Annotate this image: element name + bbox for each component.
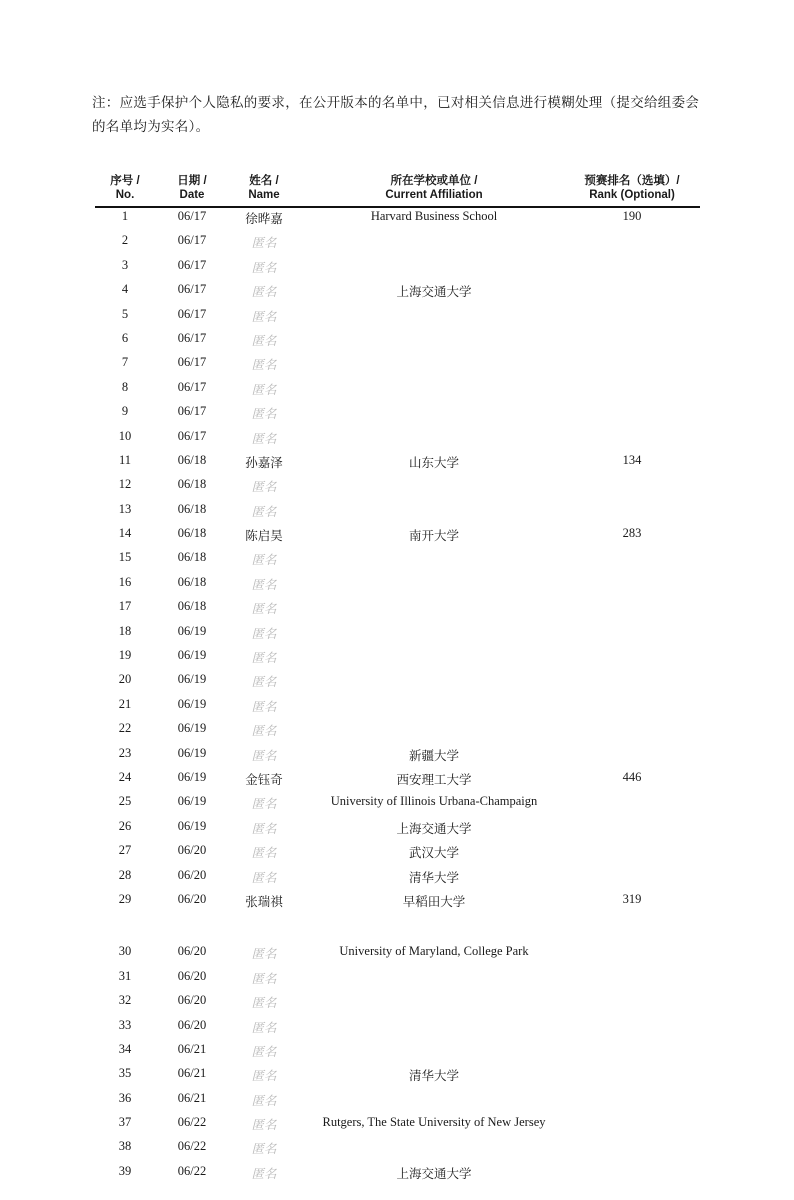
- row-number: 15: [118, 550, 132, 565]
- table-row: [95, 1161, 700, 1185]
- row-name: 孙嘉泽: [245, 455, 283, 470]
- header-no-en: No.: [115, 189, 135, 201]
- table-row: [95, 499, 700, 523]
- table-row: [95, 304, 700, 328]
- row-affiliation: 上海交通大学: [396, 285, 472, 300]
- row-number: 36: [118, 1090, 132, 1105]
- row-number: 10: [118, 428, 132, 443]
- table-header: [95, 172, 700, 208]
- row-affiliation: 上海交通大学: [396, 1166, 472, 1181]
- row-name: 匿名: [251, 504, 277, 519]
- row-date: 06/19: [177, 721, 207, 736]
- header-rank: [565, 174, 699, 202]
- table-row: [95, 840, 700, 864]
- row-name: 匿名: [251, 971, 277, 986]
- row-number: 38: [118, 1139, 132, 1154]
- row-affiliation: 山东大学: [408, 455, 459, 470]
- table-row: [95, 941, 700, 965]
- row-number: 34: [118, 1041, 132, 1056]
- row-number: 19: [118, 648, 132, 663]
- row-name: 匿名: [251, 699, 277, 714]
- row-name: 匿名: [251, 333, 277, 348]
- row-affiliation: University of Maryland, College Park: [339, 944, 529, 959]
- header-affiliation-cn: 所在学校或单位 /: [390, 175, 478, 187]
- row-affiliation: 西安理工大学: [396, 772, 472, 787]
- table-row: [95, 621, 700, 645]
- table-row: [95, 352, 700, 376]
- row-number: 3: [121, 257, 129, 272]
- row-number: 9: [121, 404, 129, 419]
- row-number: 13: [118, 501, 132, 516]
- table-body: [95, 206, 700, 1185]
- row-name: 匿名: [251, 1166, 277, 1181]
- row-affiliation: 武汉大学: [408, 846, 459, 861]
- row-date: 06/17: [177, 428, 207, 443]
- row-number: 29: [118, 891, 132, 906]
- table-row: [95, 1015, 700, 1039]
- row-number: 26: [118, 818, 132, 833]
- table-row: [95, 572, 700, 596]
- table-row: [95, 889, 700, 913]
- table-row: [95, 1088, 700, 1112]
- row-number: 39: [118, 1163, 132, 1178]
- table-row: [95, 596, 700, 620]
- row-name: 匿名: [251, 602, 277, 617]
- row-name: 匿名: [251, 947, 277, 962]
- row-date: 06/20: [177, 968, 207, 983]
- row-name: 匿名: [251, 1069, 277, 1084]
- row-number: 8: [121, 379, 129, 394]
- table-row: [95, 645, 700, 669]
- row-rank: 190: [622, 209, 642, 223]
- table-row: [95, 377, 700, 401]
- table-row: [95, 865, 700, 889]
- row-date: 06/17: [177, 209, 207, 223]
- row-number: 14: [118, 526, 132, 541]
- row-date: 06/18: [177, 550, 207, 565]
- row-number: 28: [118, 867, 132, 882]
- row-affiliation: 南开大学: [408, 529, 459, 544]
- row-number: 23: [118, 745, 132, 760]
- row-date: 06/19: [177, 672, 207, 687]
- row-number: 11: [118, 452, 132, 467]
- row-date: 06/22: [177, 1115, 207, 1130]
- row-name: 匿名: [251, 996, 277, 1011]
- row-affiliation: Rutgers, The State University of New Jersey: [322, 1115, 546, 1130]
- row-affiliation: University of Illinois Urbana-Champaign: [330, 794, 538, 809]
- row-name: 匿名: [251, 382, 277, 397]
- table-row: [95, 279, 700, 303]
- row-number: 21: [118, 696, 132, 711]
- row-date: 06/17: [177, 233, 207, 248]
- table-row: [95, 1136, 700, 1160]
- row-name: 匿名: [251, 748, 277, 763]
- row-number: 4: [121, 282, 129, 297]
- row-number: 25: [118, 794, 132, 809]
- row-name: 匿名: [251, 431, 277, 446]
- table-row: [95, 547, 700, 571]
- row-number: 7: [121, 355, 129, 370]
- row-name: 金钰奇: [245, 772, 283, 787]
- row-number: 37: [118, 1115, 132, 1130]
- row-date: 06/18: [177, 452, 207, 467]
- row-number: 2: [121, 233, 129, 248]
- header-name-en: Name: [248, 189, 280, 201]
- row-rank: 446: [622, 769, 642, 784]
- header-affiliation-en: Current Affiliation: [385, 189, 483, 201]
- row-number: 6: [121, 330, 129, 345]
- row-date: 06/22: [177, 1139, 207, 1154]
- row-name: 匿名: [251, 626, 277, 641]
- table-row: [95, 694, 700, 718]
- header-affiliation: [309, 174, 559, 202]
- row-affiliation: 新疆大学: [408, 748, 459, 763]
- row-name: 匿名: [251, 285, 277, 300]
- row-name: 匿名: [251, 1020, 277, 1035]
- table-row: [95, 523, 700, 547]
- row-name: 匿名: [251, 553, 277, 568]
- row-date: 06/17: [177, 330, 207, 345]
- row-affiliation: 清华大学: [408, 870, 459, 885]
- row-number: 24: [118, 769, 132, 784]
- row-date: 06/17: [177, 306, 207, 321]
- row-date: 06/18: [177, 574, 207, 589]
- header-no: [95, 174, 155, 202]
- table-row: [95, 255, 700, 279]
- row-number: 32: [118, 993, 132, 1008]
- row-date: 06/21: [177, 1041, 207, 1056]
- table-row: [95, 816, 700, 840]
- header-date-en: Date: [179, 189, 205, 201]
- row-date: 06/19: [177, 794, 207, 809]
- row-number: 18: [118, 623, 132, 638]
- table-row: [95, 450, 700, 474]
- table-row: [95, 1112, 700, 1136]
- header-date-cn: 日期 /: [177, 175, 207, 187]
- row-number: 12: [118, 477, 132, 492]
- row-name: 匿名: [251, 870, 277, 885]
- row-name: 匿名: [251, 724, 277, 739]
- row-number: 30: [118, 944, 132, 959]
- header-date: [161, 174, 223, 202]
- row-date: 06/18: [177, 526, 207, 541]
- row-name: 匿名: [251, 309, 277, 324]
- table-row: [95, 966, 700, 990]
- row-name: 匿名: [251, 236, 277, 251]
- table-row: [95, 1063, 700, 1087]
- row-name: 徐晔嘉: [245, 212, 283, 226]
- row-date: 06/19: [177, 818, 207, 833]
- table-row: [95, 1039, 700, 1063]
- row-number: 16: [118, 574, 132, 589]
- table-row: [95, 990, 700, 1014]
- row-date: 06/17: [177, 355, 207, 370]
- row-date: 06/20: [177, 843, 207, 858]
- row-date: 06/17: [177, 282, 207, 297]
- table-row: [95, 230, 700, 254]
- row-affiliation: Harvard Business School: [370, 209, 498, 223]
- row-name: 匿名: [251, 407, 277, 422]
- row-name: 匿名: [251, 1118, 277, 1133]
- row-name: 匿名: [251, 260, 277, 275]
- row-number: 1: [121, 209, 129, 223]
- table-row: [95, 669, 700, 693]
- header-rank-en: Rank (Optional): [589, 189, 675, 201]
- row-number: 27: [118, 843, 132, 858]
- row-date: 06/18: [177, 477, 207, 492]
- header-name-cn: 姓名 /: [249, 175, 279, 187]
- row-affiliation: 早稻田大学: [402, 894, 466, 909]
- header-rank-cn: 预赛排名（选填）/: [584, 175, 680, 187]
- row-date: 06/17: [177, 404, 207, 419]
- table-row: [95, 328, 700, 352]
- row-name: 匿名: [251, 358, 277, 373]
- row-date: 06/22: [177, 1163, 207, 1178]
- row-number: 33: [118, 1017, 132, 1032]
- table-row: [95, 474, 700, 498]
- row-name: 匿名: [251, 1093, 277, 1108]
- row-date: 06/20: [177, 1017, 207, 1032]
- row-date: 06/20: [177, 891, 207, 906]
- row-date: 06/18: [177, 599, 207, 614]
- row-number: 5: [121, 306, 129, 321]
- row-name: 陈启昊: [245, 529, 283, 544]
- row-number: 35: [118, 1066, 132, 1081]
- row-name: 张瑞祺: [245, 894, 283, 909]
- row-affiliation: 上海交通大学: [396, 821, 472, 836]
- row-date: 06/17: [177, 257, 207, 272]
- row-number: 31: [118, 968, 132, 983]
- header-name: [232, 174, 296, 202]
- row-date: 06/17: [177, 379, 207, 394]
- row-name: 匿名: [251, 480, 277, 495]
- row-date: 06/21: [177, 1066, 207, 1081]
- row-date: 06/20: [177, 993, 207, 1008]
- table-row: [95, 401, 700, 425]
- row-date: 06/19: [177, 745, 207, 760]
- row-name: 匿名: [251, 846, 277, 861]
- privacy-note: 注：应选手保护个人隐私的要求，在公开版本的名单中，已对相关信息进行模糊处理（提交给组委会的名单均为实名）。: [92, 95, 700, 134]
- table-row: [95, 791, 700, 815]
- row-name: 匿名: [251, 821, 277, 836]
- row-date: 06/19: [177, 623, 207, 638]
- row-name: 匿名: [251, 1142, 277, 1157]
- row-name: 匿名: [251, 1044, 277, 1059]
- row-date: 06/19: [177, 769, 207, 784]
- row-number: 17: [118, 599, 132, 614]
- header-no-cn: 序号 /: [110, 175, 140, 187]
- row-affiliation: 清华大学: [408, 1069, 459, 1084]
- row-rank: 134: [622, 452, 642, 467]
- row-name: 匿名: [251, 577, 277, 592]
- table-row: [95, 743, 700, 767]
- table-row: [95, 206, 700, 230]
- row-date: 06/20: [177, 944, 207, 959]
- row-number: 22: [118, 721, 132, 736]
- row-rank: 283: [622, 526, 642, 541]
- row-number: 20: [118, 672, 132, 687]
- row-date: 06/20: [177, 867, 207, 882]
- row-name: 匿名: [251, 651, 277, 666]
- table-row: [95, 767, 700, 791]
- row-date: 06/18: [177, 501, 207, 516]
- row-rank: 319: [622, 891, 642, 906]
- row-date: 06/19: [177, 696, 207, 711]
- row-date: 06/21: [177, 1090, 207, 1105]
- row-name: 匿名: [251, 675, 277, 690]
- table-row: [95, 426, 700, 450]
- table-row: [95, 718, 700, 742]
- row-date: 06/19: [177, 648, 207, 663]
- row-name: 匿名: [251, 797, 277, 812]
